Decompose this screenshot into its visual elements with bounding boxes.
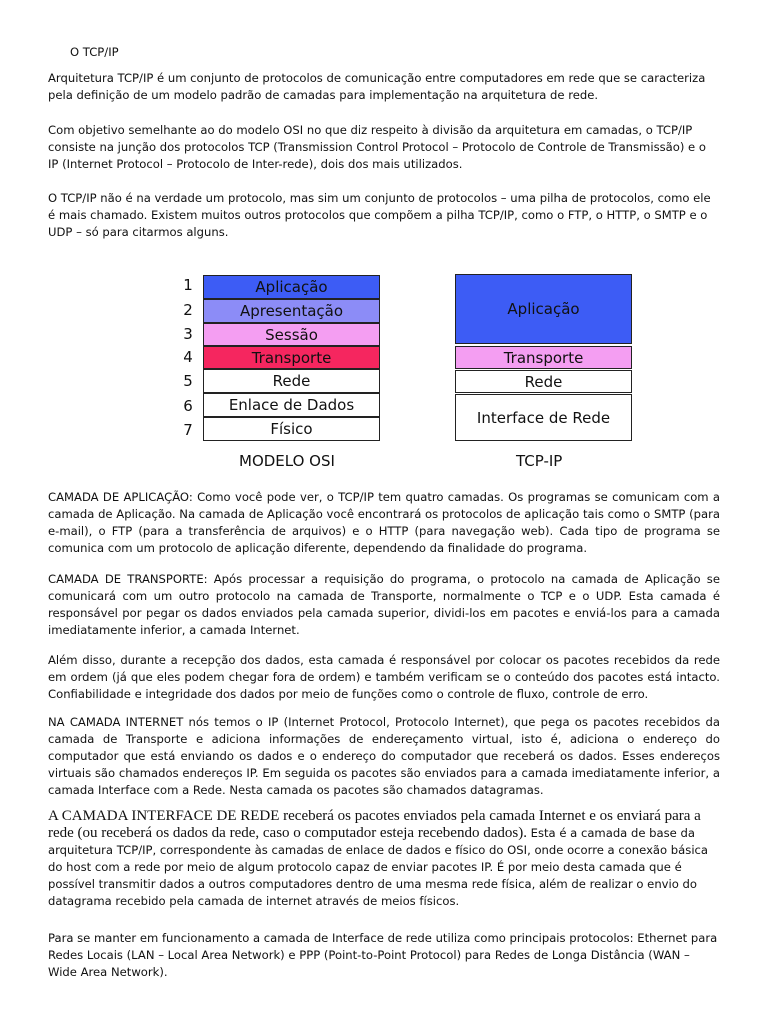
osi-layer-transporte [203,346,380,369]
section-text-serif: receberá os pacotes enviados pela camada Internet e os enviará para a rede (ou receberá os dados da rede, caso o computador esteja recebendo dados). [48,808,701,841]
section-heading: A CAMADA INTERFACE DE REDE [48,808,280,824]
osi-number: 1 [183,276,193,294]
osi-number: 4 [183,348,193,366]
osi-layer-label: Apresentação [239,302,344,320]
intro-paragraph-2: Com objetivo semelhante ao do modelo OSI no que diz respeito à divisão da arquitetura em camadas, o TCP/IP consiste na junção dos protocolos TCP (Transmission Control Protocol – Protocolo de Controle de Transmissão) e o IP (Internet Protocol – Protocolo de Inter-rede), dois dos mais utilizados. [48,123,706,171]
osi-layer-apresentacao [203,299,380,323]
section-internet [48,714,720,799]
osi-layer-label: Sessão [265,325,318,344]
section-text: Esta é a camada de base da arquitetura TCP/IP, correspondente às camadas de enlace de dados e físico do OSI, onde ocorre a conexão básica do host com a rede por meio de algum protocolo capaz de enviar pacotes IP. É por meio desta camada que é possível transmitir dados a outros computadores dentro de uma mesma rede física, além de realizar o envio do datagrama recebido pela camada de internet através de meios físicos. [48,826,709,908]
section-text: nós temos o IP (Internet Protocol, Protocolo Internet), que pega os pacotes recebidos da camada de Transporte e adiciona informações de endereçamento virtual, isto é, adiciona o endereço do computador que está enviando os dados e o endereço do computador que receberá os dados. Esses endereços virtuais são chamados endereços IP. Em seguida os pacotes são enviados para a camada imediatamente inferior, a camada Interface com a Rede. Nesta camada os pacotes são chamados datagramas. [48,715,720,797]
osi-layer-label: Aplicação [255,278,328,296]
osi-number: 6 [183,397,193,415]
final-paragraph: Para se manter em funcionamento a camada de Interface de rede utiliza como principais protocolos: Ethernet para Redes Locais (LAN – Local Area Network) e PPP (Point-to-Point Protocol) para Redes de Longa Distância (WAN – Wide Area Network). [48,931,718,979]
intro-paragraph-1: Arquitetura TCP/IP é um conjunto de protocolos de comunicação entre computadores em rede que se caracteriza pela definição de um modelo padrão de camadas para implementação na arquitetura de rede. [48,71,706,102]
osi-layer-rede [203,369,380,393]
section-transporte-extra: Além disso, durante a recepção dos dados, esta camada é responsável por colocar os pacotes recebidos da rede em ordem (já que eles podem chegar fora de ordem) e também verificam se o conteúdo dos pacotes está intacto. Confiabilidade e integridade dos dados por meio de funções como o controle de fluxo, controle de erro. [48,653,720,701]
osi-layer-sessao [203,323,380,346]
tcp-layer-interface [455,394,632,441]
osi-layer-aplicacao [203,275,380,299]
section-interface [48,808,720,910]
osi-layer-label: Transporte [251,348,332,367]
section-heading: CAMADA DE TRANSPORTE: [48,572,208,586]
osi-number: 5 [183,372,193,390]
osi-layer-label: Enlace de Dados [228,396,355,414]
osi-layer-fisico [203,417,380,441]
tcp-layer-rede [455,370,632,393]
osi-layer-label: Físico [270,420,313,438]
tcp-layer-label: Aplicação [507,300,580,318]
section-aplicacao [48,489,720,557]
osi-number: 7 [183,421,193,439]
osi-number: 2 [183,301,193,319]
tcp-layer-transporte [455,346,632,369]
section-transporte [48,571,720,639]
osi-layer-enlace [203,393,380,417]
section-heading: CAMADA DE APLICAÇÃO: [48,490,193,504]
osi-number: 3 [183,325,193,343]
osi-caption: MODELO OSI [239,452,335,470]
tcp-caption: TCP-IP [516,452,563,470]
section-heading: NA CAMADA INTERNET [48,715,184,729]
tcp-layer-label: Transporte [503,348,584,367]
section-text: Após processar a requisição do programa, o protocolo na camada de Aplicação se comunicará com um outro protocolo na camada de Transporte, normalmente o TCP e o UDP. Esta camada é responsável por pegar os dados enviados pela camada superior, dividi-los em pacotes e enviá-los para a camada imediatamente inferior, a camada Internet. [48,572,720,637]
page-title: O TCP/IP [70,45,119,59]
intro-paragraph-3: O TCP/IP não é na verdade um protocolo, mas sim um conjunto de protocolos – uma pilha de protocolos, como ele é mais chamado. Existem muitos outros protocolos que compõem a pilha TCP/IP, como o FTP, o HTTP, o SMTP e o UDP – só para citarmos alguns. [48,191,711,239]
tcp-layer-label: Interface de Rede [476,408,611,427]
tcp-layer-aplicacao [455,274,632,344]
section-text: Como você pode ver, o TCP/IP tem quatro camadas. Os programas se comunicam com a camada de Aplicação. Na camada de Aplicação você encontrará os protocolos de aplicação tais como o SMTP (para e-mail), o FTP (para a transferência de arquivos) e o HTTP (para navegação web). Cada tipo de programa se comunica com um protocolo de aplicação diferente, dependendo da finalidade do programa. [48,490,720,555]
tcp-layer-label: Rede [524,372,563,391]
osi-layer-label: Rede [272,372,311,390]
